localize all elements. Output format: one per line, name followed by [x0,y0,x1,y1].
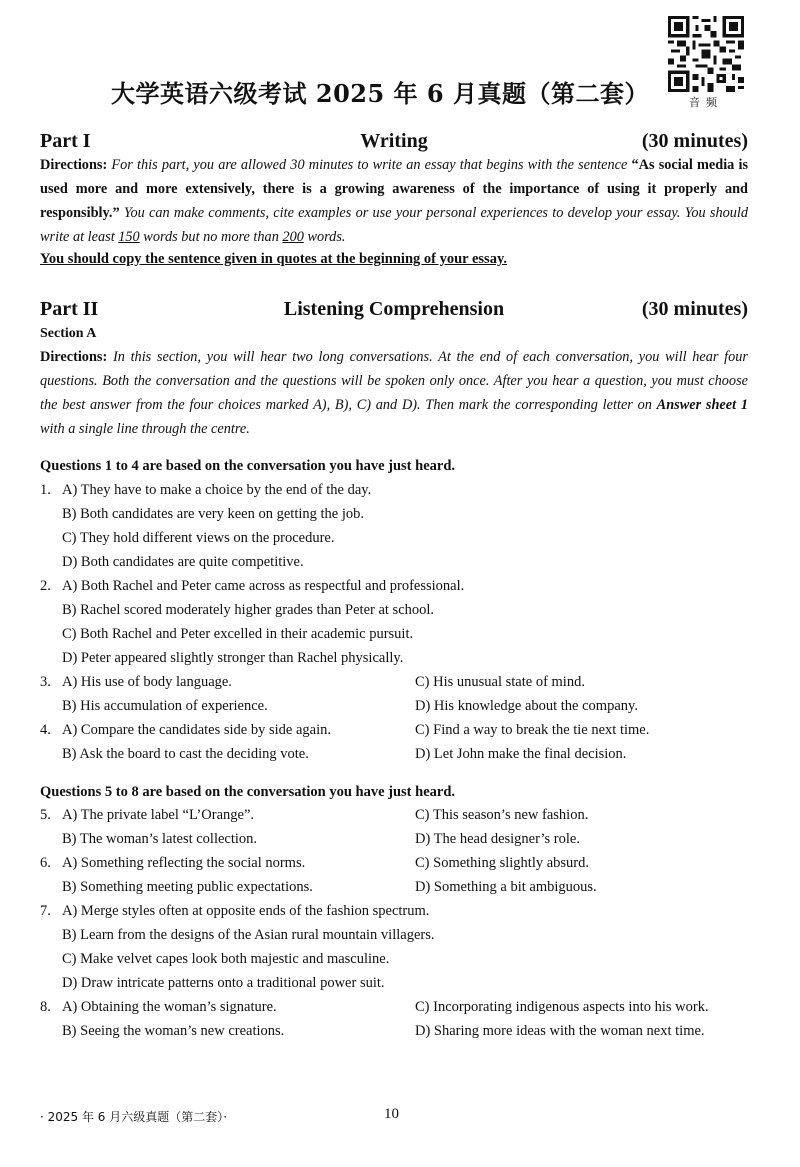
part1-label: Part I [40,130,91,152]
q6-option-c[interactable]: C) Something slightly absurd. [415,855,589,871]
q3-option-a[interactable]: A) His use of body language. [62,674,232,690]
q8-option-d[interactable]: D) Sharing more ideas with the woman next time. [415,1023,705,1039]
q2-option-b[interactable]: B) Rachel scored moderately higher grades than Peter at school. [62,602,435,618]
part2-directions-text1: In this section, you will hear two long conversations. At the end of each conversation, you will hear four questions. Both the conversation and the questions will be spoken only once. After you hear a question, you must choose the best answer from the four choices marked A), B), C) and D). Then mark the corresponding letter on [40,349,748,413]
question-number: 7. [40,903,51,919]
q4-option-a[interactable]: A) Compare the candidates side by side again. [62,722,331,738]
page-number: 10 [384,1106,399,1122]
q8-option-b[interactable]: B) Seeing the woman’s new creations. [62,1023,285,1039]
q6-option-d[interactable]: D) Something a bit ambiguous. [415,879,597,895]
part2-header [40,298,748,324]
question-number: 2. [40,578,51,594]
answer-sheet-label: Answer sheet 1 [656,397,748,413]
q4-option-c[interactable]: C) Find a way to break the tie next time. [415,722,650,738]
q6-option-b[interactable]: B) Something meeting public expectations. [62,879,313,895]
page-title: 大学英语六级考试 2025 年 6 月真题（第二套） [111,79,649,108]
q7-option-d[interactable]: D) Draw intricate patterns onto a traditional power suit. [62,975,385,991]
q8-option-c[interactable]: C) Incorporating indigenous aspects into his work. [415,999,709,1015]
part1-max-words: 200 [282,229,304,245]
q1-option-c[interactable]: C) They hold different views on the procedure. [62,530,335,546]
q3-option-c[interactable]: C) His unusual state of mind. [415,674,585,690]
q1-option-d[interactable]: D) Both candidates are quite competitive. [62,554,304,570]
part1-directions [40,153,748,249]
question-group-2-heading: Questions 5 to 8 are based on the conversation you have just heard. [40,784,456,800]
q1-option-b[interactable]: B) Both candidates are very keen on getting the job. [62,506,364,522]
part1-min-words: 150 [118,229,140,245]
q1-option-a[interactable]: A) They have to make a choice by the end of the day. [62,482,372,498]
part1-directions-text4: words. [307,229,346,245]
section-a-label: Section A [40,326,97,341]
question-number: 5. [40,807,51,823]
q5-option-a[interactable]: A) The private label “L’Orange”. [62,807,255,823]
q7-option-c[interactable]: C) Make velvet capes look both majestic and masculine. [62,951,390,967]
q8-option-a[interactable]: A) Obtaining the woman’s signature. [62,999,277,1015]
part2-directions [40,345,748,441]
part1-directions-text2: You can make comments, cite examples or use your personal experiences to develop your essay. You should write at least [40,205,749,245]
question-group-1-heading: Questions 1 to 4 are based on the conversation you have just heard. [40,458,456,474]
q2-option-c[interactable]: C) Both Rachel and Peter excelled in their academic pursuit. [62,626,414,642]
qr-audio-label: 音频 [689,96,723,109]
q7-option-b[interactable]: B) Learn from the designs of the Asian rural mountain villagers. [62,927,435,943]
q7-option-a[interactable]: A) Merge styles often at opposite ends of the fashion spectrum. [62,903,430,919]
part1-name: Writing [360,130,428,152]
part1-copy-note: You should copy the sentence given in quotes at the beginning of your essay. [40,251,508,267]
q3-option-b[interactable]: B) His accumulation of experience. [62,698,268,714]
question-number: 6. [40,855,51,871]
question-number: 8. [40,999,51,1015]
part1-directions-text1: For this part, you are allowed 30 minutes to write an essay that begins with the sentence [111,157,628,173]
part2-name: Listening Comprehension [283,298,505,320]
part1-directions-text3: words but no more than [143,229,279,245]
q5-option-c[interactable]: C) This season’s new fashion. [415,807,589,823]
question-number: 3. [40,674,51,690]
question-number: 1. [40,482,51,498]
part1-directions-label: Directions: [40,157,108,173]
part2-directions-text2: with a single line through the centre. [40,421,250,437]
q5-option-d[interactable]: D) The head designer’s role. [415,831,580,847]
part1-time: (30 minutes) [641,130,748,152]
q5-option-b[interactable]: B) The woman’s latest collection. [62,831,258,847]
question-number: 4. [40,722,51,738]
q2-option-a[interactable]: A) Both Rachel and Peter came across as respectful and professional. [62,578,465,594]
part1-essay-sentence: “As social media is used more and more extensively, there is a growing awareness of the importance of using it properly and responsibly.” [40,157,749,221]
q2-option-d[interactable]: D) Peter appeared slightly stronger than Rachel physically. [62,650,404,666]
q6-option-a[interactable]: A) Something reflecting the social norms. [62,855,306,871]
part2-time: (30 minutes) [641,298,748,320]
qr-code-icon[interactable] [668,16,744,92]
part2-label: Part II [40,298,99,320]
q3-option-d[interactable]: D) His knowledge about the company. [415,698,638,714]
q4-option-d[interactable]: D) Let John make the final decision. [415,746,627,762]
q4-option-b[interactable]: B) Ask the board to cast the deciding vote. [62,746,309,762]
part2-directions-label: Directions: [40,349,108,365]
page-footer: · 2025 年 6 月六级真题（第二套）· [40,1110,228,1124]
